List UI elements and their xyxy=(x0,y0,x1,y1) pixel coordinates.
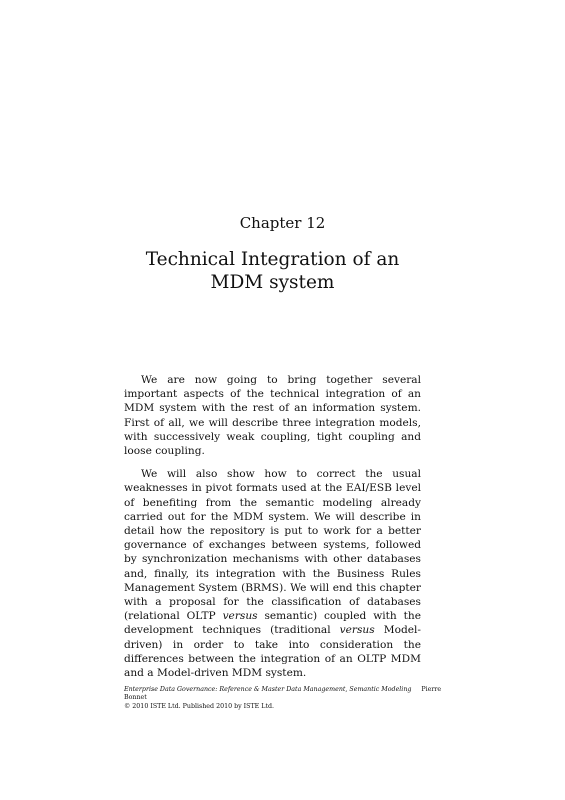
paragraph-2 xyxy=(124,467,421,680)
chapter-title xyxy=(0,248,545,294)
paragraph-2-part-a: We will also show how to correct the usual weaknesses in pivot formats used at the EAI/ESB level of benefiting from the semantic modeling already carried out for the MDM system. We will describe in detail how the repository is put to work for a better governance of exchanges between systems, followed by synchronization mechanisms with other databases and, finally, its integration with the Business Rules Management System (BRMS). We will end this chapter with a proposal for the classification of databases (relational OLTP xyxy=(124,468,421,623)
page-footer xyxy=(124,686,444,711)
footer-copyright: © 2010 ISTE Ltd. Published 2010 by ISTE Ltd. xyxy=(124,702,275,710)
chapter-title-line-2: MDM system xyxy=(210,272,335,293)
footer-author: Pierre Bonnet xyxy=(124,686,442,702)
paragraph-2-emphasis-2: versus xyxy=(339,624,375,637)
paragraph-2-part-b: semantic) coupled with the development techniques (traditional xyxy=(124,610,421,637)
paragraph-2-emphasis-1: versus xyxy=(222,610,258,623)
footer-source: Enterprise Data Governance: Reference & Master Data Management, Semantic Modeling xyxy=(124,686,412,693)
chapter-body xyxy=(124,373,421,689)
paragraph-1: We are now going to bring together several important aspects of the technical integration of an MDM system with the rest of an information system. First of all, we will describe three integration models, with successively weak coupling, tight coupling and loose coupling. xyxy=(124,374,421,458)
footer-source-line xyxy=(124,686,444,703)
chapter-label: Chapter 12 xyxy=(239,214,326,232)
chapter-title-line-1: Technical Integration of an xyxy=(145,249,400,270)
paragraph-2-part-c: Model-driven) in order to take into consideration the differences between the integration of an OLTP MDM and a Model-driven MDM system. xyxy=(124,624,421,680)
